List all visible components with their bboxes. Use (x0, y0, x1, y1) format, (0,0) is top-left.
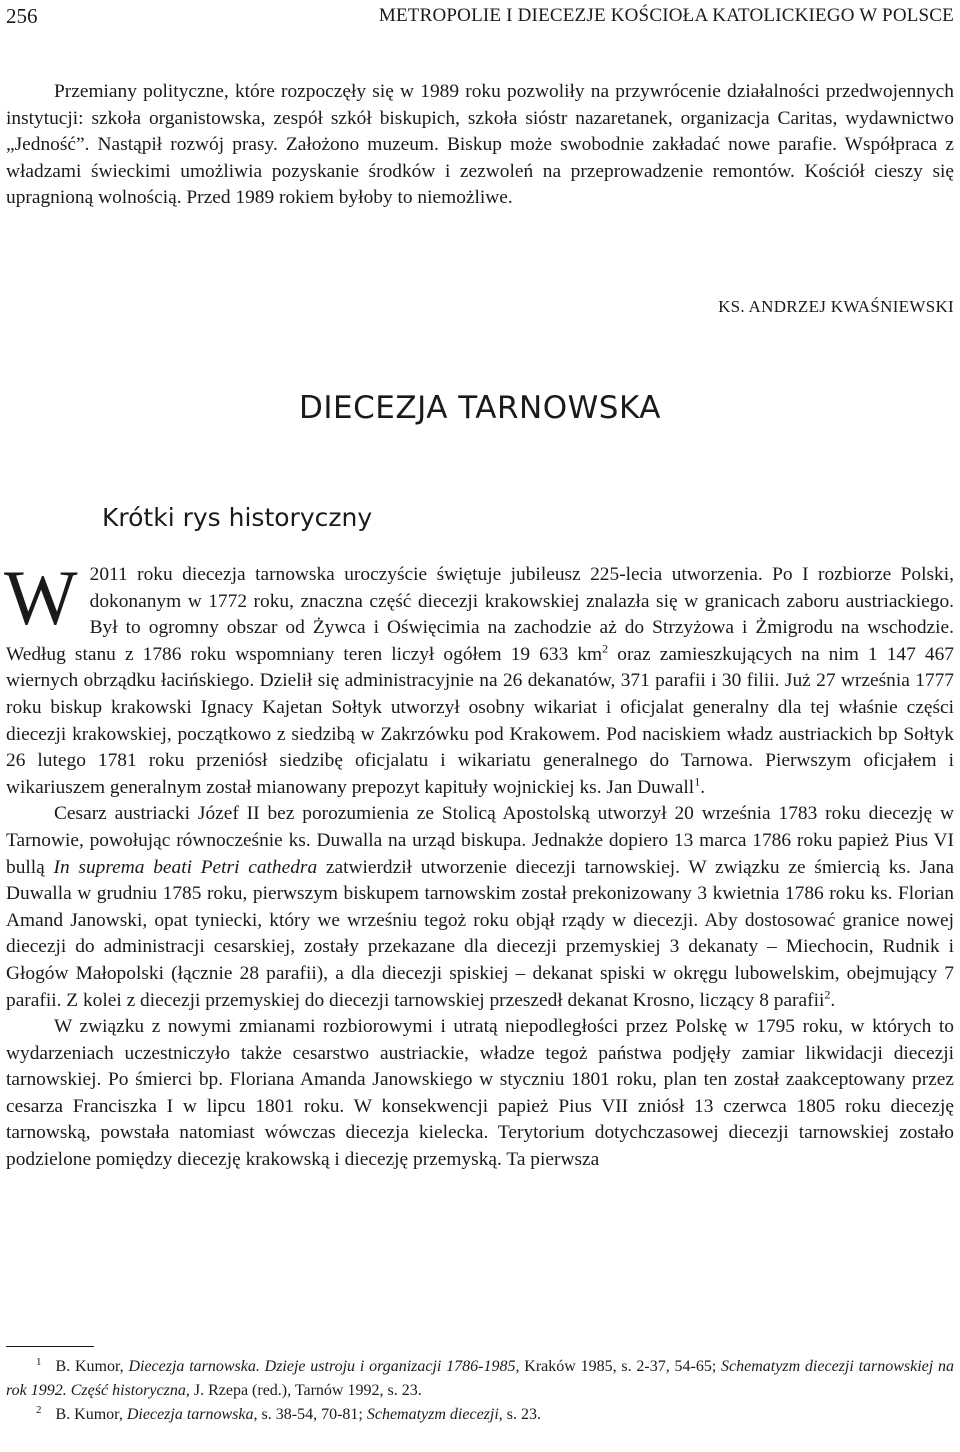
paragraph-1-text-c: . (700, 776, 706, 798)
footnote-1-title: Diecezja tarnowska. Dzieje ustroju i organizacji 1786-1985 (128, 1358, 516, 1375)
paragraph-2-text-c: . (830, 989, 836, 1011)
author-signature: KS. ANDRZEJ KWAŚNIEWSKI (718, 297, 954, 316)
footnote-2-mid: , s. 38-54, 70-81; (253, 1406, 367, 1423)
paragraph-1 (4, 554, 954, 801)
paragraph-1-text-a: 2011 roku diecezja tarnowska uroczyście świętuje jubileusz 225-lecia utworzenia. Po I rozbiorze Polski, dokonanym w 1772 roku, znaczna część diecezji krakowskiej znalazła się w granicach zaboru austriackiego. Był to ogromny obszar od Żywca i Oświęcimia na zachodzie aż do Strzyżowa i Żmigrodu na wschodzie. Według stanu z 1786 roku wspomniany teren liczył ogółem 19 633 km (6, 564, 954, 665)
paragraph-3: W związku z nowymi zmianami rozbiorowymi i utratą niepodległości przez Polskę w 1795 roku, w których to wydarzeniach uczestniczyło także cesarstwo austriackie, władze tegoż państwa podjęły zamiar likwidacji diecezji tarnowskiej. Po śmierci bp. Floriana Amanda Janowskiego w styczniu 1801 roku, plan ten został zaakceptowany przez cesarza Franciszka I w lipcu 1801 roku. W konsekwencji papież Pius VII zniósł 13 czerwca 1805 roku diecezję tarnowską, powstała natomiast wówczas diecezja kielecka. Terytorium dotychczasowej diecezji tarnowskiej zostało podzielone pomiędzy diecezję krakowską i diecezję przemyską. Ta pierwsza (6, 1016, 954, 1171)
footnote-2-title: Diecezja tarnowska (126, 1406, 254, 1423)
footnote-2-title2: Schematyzm diecezji (366, 1406, 499, 1423)
intro-paragraph: Przemiany polityczne, które rozpoczęły się w 1989 roku pozwoliły na przywrócenie działalności przedwojennych instytucji: szkoła organistowska, zespół szkół biskupich, szkoła sióstr nazaretanek, organizacja Caritas, wydawnictwo „Jedność”. Nastąpił rozwój prasy. Założono muzeum. Biskup może swobodnie zakładać nowe parafie. Współpraca z władzami świeckimi umożliwia pozyskanie środków i zezwoleń na przeprowadzenie remontów. Kościół cieszy się upragnioną wolnością. Przed 1989 rokiem byłoby to niemożliwe. (6, 81, 954, 209)
paragraph-2-text-b: zatwierdził utworzenie diecezji tarnowskiej. W związku ze śmiercią ks. Jana Duwalla w grudniu 1785 roku, pierwszym biskupem tarnowskim został prekonizowany 3 kwietnia 1786 roku ks. Florian Amand Janowski, opat tyniecki, który we wrześniu tegoż roku objął rządy w diecezji. Aby dostosować granice nowej diecezji do administracji cesarskiej, zostały przekazane dla diecezji przemyskiej 3 dekanaty – Miechocin, Rudnik i Głogów Małopolski (łącznie 28 parafii), a dla diecezji spiskiej – dekanat spiski w okręgu lubowelskim, obejmujący 7 parafii. Z kolei z diecezji przemyskiej do diecezji tarnowskiej przeszedł dekanat Krosno, liczący 8 parafii (6, 856, 954, 1011)
footnote-1 (6, 1355, 954, 1403)
paragraph-1-text-b: oraz zamieszkujących na nim 1 147 467 wiernych obrządku łacińskiego. Dzielił się administracyjnie na 26 dekanatów, 371 parafii i 30 filii. Już 27 września 1777 roku biskup krakowski Ignacy Kajetan Sołtyk utworzył osobny wikariat i oficjalat generalny dla tej właśnie części diecezji krakowskiej, początkowo z siedzibą w Zakrzówku pod Krakowem. Pod naciskiem władz austriackich bp Sołtyk 26 lutego 1781 roku przeniósł siedzibę oficjalatu i wikariatu generalnego do Tarnowa. Pierwszym oficjałem i wikariuszem generalnym został mianowany prepozyt kapituły wojnickiej ks. Jan Duwall (6, 643, 954, 798)
footnote-mark: 1 (36, 1355, 42, 1368)
footnote-1-mid: , Kraków 1985, s. 2-37, 54-65; (515, 1358, 722, 1375)
running-title: METROPOLIE I DIECEZJE KOŚCIOŁA KATOLICKIEGO W POLSCE (378, 5, 954, 26)
footnote-1-author: B. Kumor, (55, 1358, 129, 1375)
footnote-ref-1[interactable]: 1 (694, 774, 701, 789)
footnote-ref-2[interactable]: 2 (824, 987, 831, 1002)
document-page (6, 0, 954, 1452)
footnotes (6, 1355, 954, 1427)
intro-section (6, 79, 954, 212)
footnote-2-end: , s. 23. (498, 1406, 542, 1423)
page-header (6, 2, 954, 30)
footnote-mark: 2 (36, 1403, 42, 1416)
superscript-2: 2 (602, 641, 609, 656)
main-text (4, 554, 954, 1174)
article-title: DIECEZJA TARNOWSKA (299, 390, 661, 426)
footnote-2 (6, 1403, 954, 1427)
paragraph-2-text-a: Cesarz austriacki Józef II bez porozumienia ze Stolicą Apostolską utworzył 20 września 1783 roku diecezję w Tarnowie, powołując równocześnie ks. Duwalla na urząd biskupa. Jednakże dopiero 13 marca 1786 roku papież Pius VI bullą (6, 803, 954, 878)
footnote-divider (6, 1346, 94, 1347)
section-title: Krótki rys historyczny (102, 503, 373, 532)
drop-cap: W (4, 554, 78, 641)
page-number: 256 (6, 4, 38, 28)
footnote-1-title2: Schematyzm diecezji tarnowskiej na rok 1992. Część historyczna (6, 1358, 955, 1399)
paragraph-2 (6, 801, 954, 1014)
bull-title: In suprema beati Petri cathedra (53, 856, 318, 878)
footnote-1-end: , J. Rzepa (red.), Tarnów 1992, s. 23. (185, 1382, 422, 1399)
footnote-2-author: B. Kumor, (55, 1406, 127, 1423)
